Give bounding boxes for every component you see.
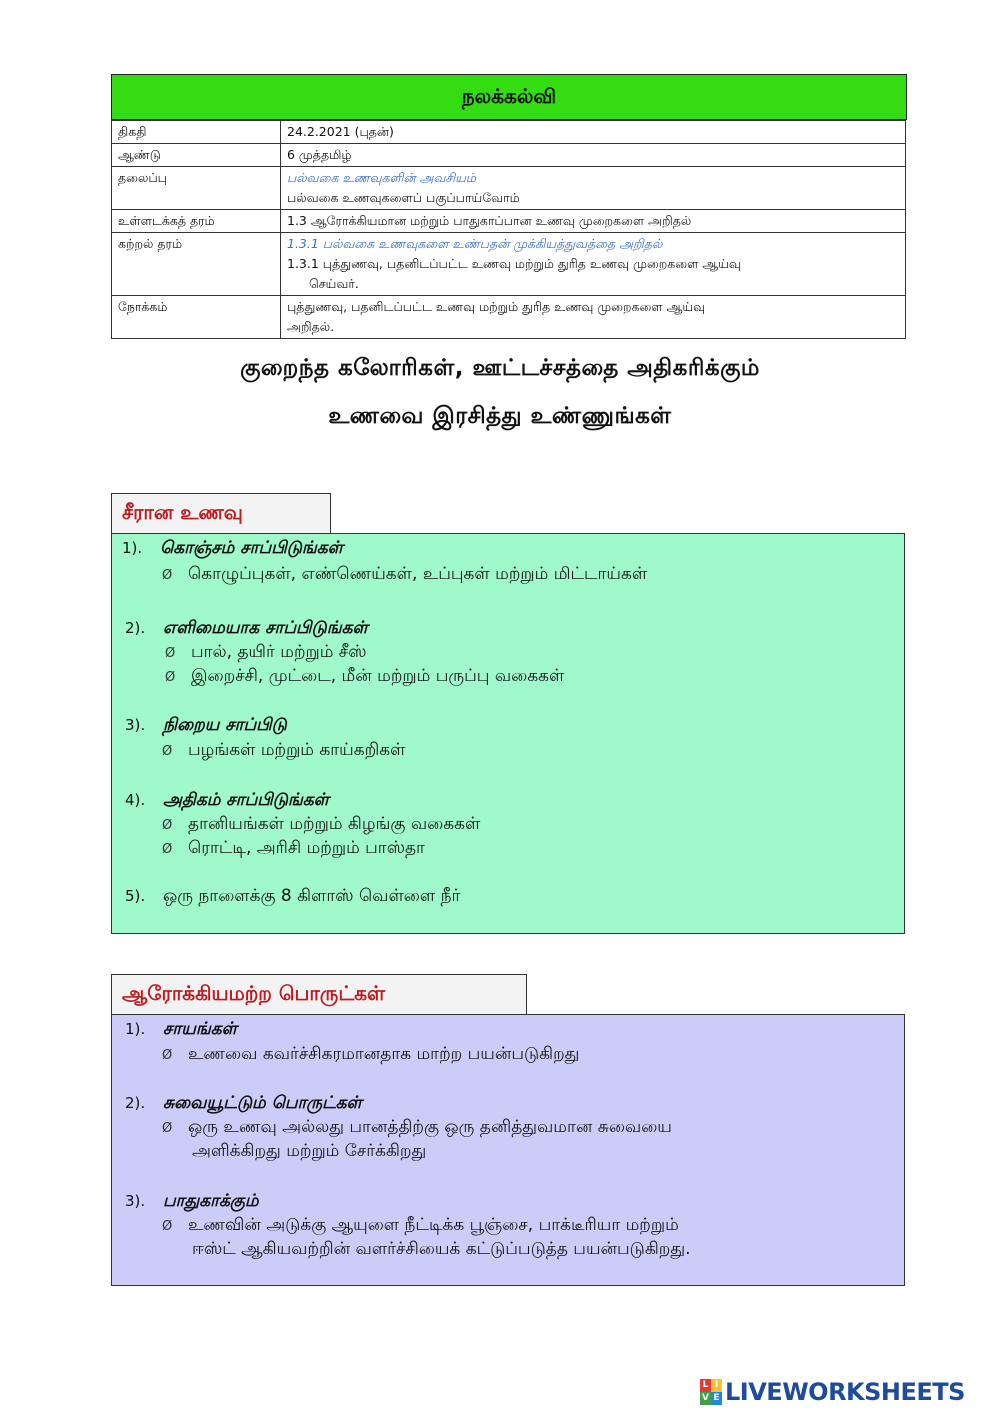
list-item: 4). அதிகம் சாப்பிடுங்கள் [125,790,330,810]
objective-cell [281,296,906,339]
learning-standard-label: கற்றல் தரம் [112,233,281,296]
liveworksheets-logo-icon: L I V E [700,1379,722,1405]
table-row [112,121,906,144]
liveworksheets-logo [700,1378,965,1406]
lesson-info-table [111,120,906,339]
unhealthy-ingredients-box [111,1014,905,1286]
liveworksheets-logo-text: LIVEWORKSHEETS [725,1378,965,1406]
objective-value-line1: புத்துணவு, பதனிடப்பட்ட உணவு மற்றும் துரித உணவு முறைகளை ஆய்வு [287,299,706,314]
content-standard-label: உள்ளடக்கத் தரம் [112,210,281,233]
list-subitem-continuation: ஈஸ்ட் ஆகியவற்றின் வளர்ச்சியைக் கட்டுப்படுத்த பயன்படுகிறது. [192,1239,691,1259]
list-subitem: Ø இறைச்சி, முட்டை, மீன் மற்றும் பருப்பு வகைகள் [165,666,565,686]
learning-standard-subtitle: 1.3.1 பல்வகை உணவுகளை உண்பதன் முக்கியத்துவத்தை அறிதல் [287,236,663,251]
list-subitem: Ø தானியங்கள் மற்றும் கிழங்கு வகைகள் [162,814,481,834]
bullet-icon: Ø [162,842,173,857]
balanced-diet-tab: சீரான உணவு [111,493,331,533]
unhealthy-ingredients-tab: ஆரோக்கியமற்ற பொருட்கள் [111,974,527,1014]
date-value: 24.2.2021 (புதன்) [281,121,906,144]
list-item: 1). சாயங்கள் [125,1019,237,1039]
objective-label: நோக்கம் [112,296,281,339]
topic-value: பல்வகை உணவுகளைப் பகுப்பாய்வோம் [287,190,520,205]
list-subitem-continuation: அளிக்கிறது மற்றும் சேர்க்கிறது [192,1141,427,1161]
table-row [112,144,906,167]
date-label: திகதி [112,121,281,144]
list-item: 3). பாதுகாக்கும் [125,1191,259,1211]
list-subitem: Ø ரொட்டி, அரிசி மற்றும் பாஸ்தா [162,838,425,858]
table-row [112,167,906,210]
list-item: 2). சுவையூட்டும் பொருட்கள் [125,1093,362,1113]
learning-standard-value-line2: செய்வர். [309,276,359,291]
table-row [112,210,906,233]
learning-standard-value-line1: 1.3.1 புத்துணவு, பதனிடப்பட்ட உணவு மற்றும் துரித உணவு முறைகளை ஆய்வு [287,256,741,271]
headline-line2: உணவை இரசித்து உண்ணுங்கள் [328,403,672,429]
year-label: ஆண்டு [112,144,281,167]
list-subitem: Ø கொழுப்புகள், எண்ணெய்கள், உப்புகள் மற்றும் மிட்டாய்கள் [162,564,648,584]
topic-subtitle: பல்வகை உணவுகளின் அவசியம் [287,170,476,185]
bullet-icon: Ø [165,646,176,661]
list-subitem: Ø பால், தயிர் மற்றும் சீஸ் [165,642,367,662]
objective-value-line2: அறிதல். [287,319,335,334]
bullet-icon: Ø [162,1048,173,1063]
table-row [112,233,906,296]
bullet-icon: Ø [162,818,173,833]
list-item: 2). எளிமையாக சாப்பிடுங்கள் [125,618,368,638]
bullet-icon: Ø [165,670,176,685]
topic-cell [281,167,906,210]
list-subitem: Ø ஒரு உணவு அல்லது பானத்திற்கு ஒரு தனித்துவமான சுவையை [162,1117,672,1137]
year-value: 6 முத்தமிழ் [281,144,906,167]
table-row [112,296,906,339]
bullet-icon: Ø [162,744,173,759]
list-item: 1). கொஞ்சம் சாப்பிடுங்கள் [122,538,343,558]
list-subitem: Ø உணவின் அடுக்கு ஆயுளை நீட்டிக்க பூஞ்சை, பாக்டீரியா மற்றும் [162,1215,679,1235]
topic-label: தலைப்பு [112,167,281,210]
bullet-icon: Ø [162,1219,173,1234]
bullet-icon: Ø [162,1121,173,1136]
headline-line1: குறைந்த கலோரிகள், ஊட்டச்சத்தை அதிகரிக்கும் [240,355,760,381]
list-item: 5). ஒரு நாளைக்கு 8 கிளாஸ் வெள்ளை நீர் [125,886,461,906]
list-subitem: Ø பழங்கள் மற்றும் காய்கறிகள் [162,740,406,760]
content-standard-value: 1.3 ஆரோக்கியமான மற்றும் பாதுகாப்பான உணவு முறைகளை அறிதல் [281,210,906,233]
lesson-header [111,74,907,339]
balanced-diet-box [111,533,905,934]
learning-standard-cell [281,233,906,296]
list-item: 3). நிறைய சாப்பிடு [125,715,287,735]
list-subitem: Ø உணவை கவர்ச்சிகரமானதாக மாற்ற பயன்படுகிறது [162,1044,580,1064]
subject-title: நலக்கல்வி [111,74,907,120]
bullet-icon: Ø [162,568,173,583]
